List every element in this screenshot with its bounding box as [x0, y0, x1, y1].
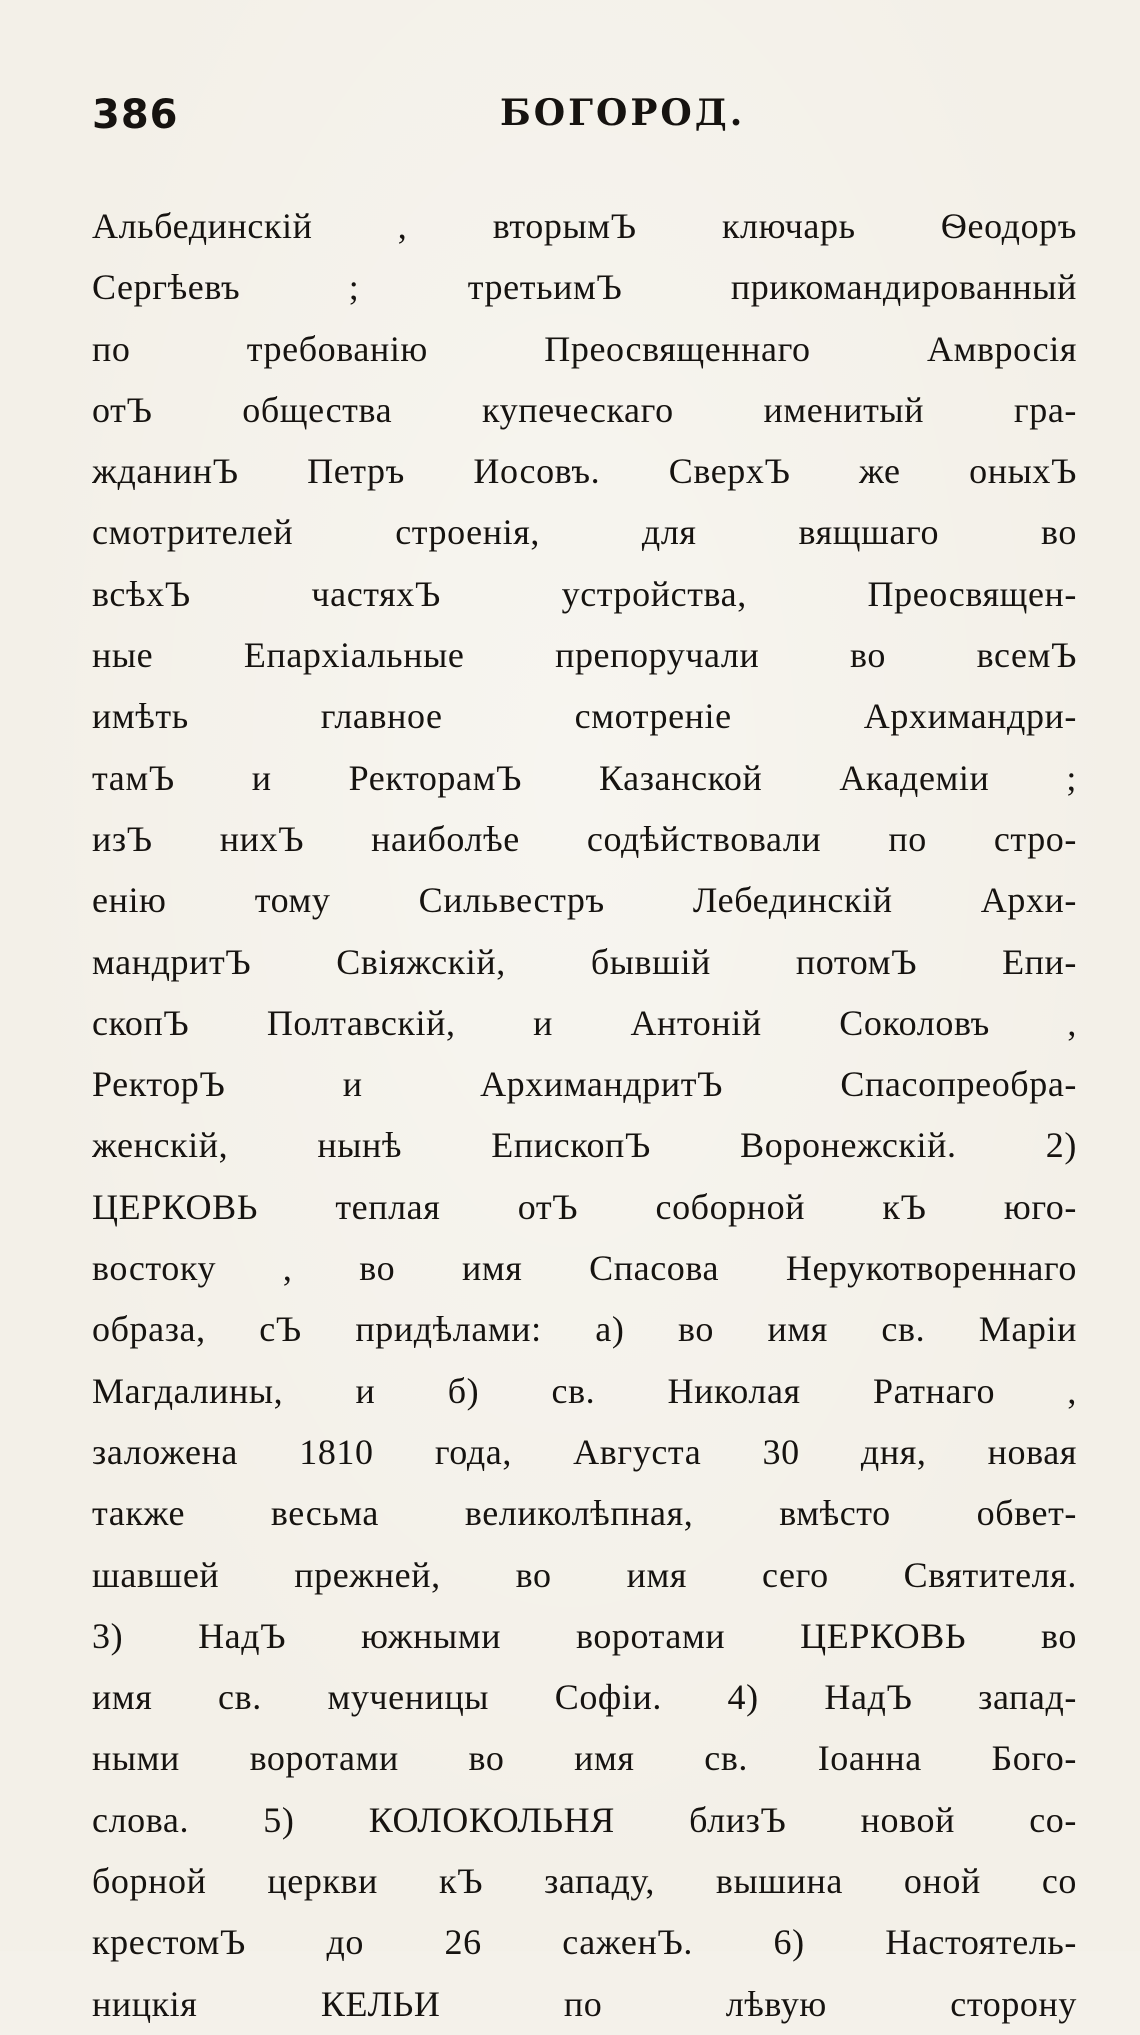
text-line: 3) НадЪ южными воротами ЦЕРКОВЬ во [92, 1615, 1077, 1656]
text-line: ницкія КЕЛЬИ по лѣвую сторону [92, 1983, 1077, 2024]
text-line: ные Епархіальные препоручали во всемЪ [92, 635, 1077, 676]
text-line: также весьма великолѣпная, вмѣсто обвет- [92, 1493, 1077, 1534]
text-line: Альбединскій , вторымЪ ключарь Ѳеодоръ [92, 206, 1077, 246]
page-number: 386 [92, 92, 179, 138]
text-line: слова. 5) КОЛОКОЛЬНЯ близЪ новой со- [92, 1799, 1077, 1840]
text-line: мандритЪ Свіяжскій, бывшій потомЪ Епи- [92, 941, 1077, 982]
text-line: смотрителей строенія, для вящшаго во [92, 512, 1077, 553]
text-line: отЪ общества купеческаго именитый гра- [92, 389, 1077, 430]
text-line: скопЪ Полтавскій, и Антоній Соколовъ , [92, 1002, 1077, 1043]
text-line: ными воротами во имя св. Іоанна Бого- [92, 1738, 1077, 1779]
text-line: образа, сЪ придѣлами: а) во имя св. Маріи [92, 1309, 1077, 1350]
text-line: имѣть главное смотреніе Архимандри- [92, 696, 1077, 737]
text-line: востоку , во имя Спасова Нерукотвореннаго [92, 1248, 1077, 1289]
text-line: жданинЪ Петръ Иосовъ. СверхЪ же оныхЪ [92, 451, 1077, 492]
text-line: шавшей прежней, во имя сего Святителя. [92, 1554, 1077, 1595]
text-line: Сергѣевъ ; третьимЪ прикомандированный [92, 267, 1077, 308]
text-line: енію тому Сильвестръ Лебединскій Архи- [92, 880, 1077, 921]
text-line: ЦЕРКОВЬ теплая отЪ соборной кЪ юго- [92, 1186, 1077, 1227]
text-line: борной церкви кЪ западу, вышина оной со [92, 1861, 1077, 1902]
text-line: тамЪ и РекторамЪ Казанской Академіи ; [92, 757, 1077, 798]
text-line: РекторЪ и АрхимандритЪ Спасопреобра- [92, 1064, 1077, 1105]
text-line: крестомЪ до 26 саженЪ. 6) Настоятель- [92, 1922, 1077, 1963]
page-header [92, 92, 1072, 152]
text-line: имя св. мученицы Софіи. 4) НадЪ запад- [92, 1677, 1077, 1718]
text-line: по требованію Преосвященнаго Амвросія [92, 328, 1077, 369]
text-line: женскій, нынѣ ЕпископЪ Воронежскій. 2) [92, 1125, 1077, 1166]
text-line: изЪ нихЪ наиболѣе содѣйствовали по стро- [92, 818, 1077, 859]
text-line: всѣхЪ частяхЪ устройства, Преосвящен- [92, 573, 1077, 614]
body-text [92, 196, 1077, 2035]
running-head: БОГОРОД. [500, 92, 746, 134]
text-line: Магдалины, и б) св. Николая Ратнаго , [92, 1370, 1077, 1411]
text-line: заложена 1810 года, Августа 30 дня, новая [92, 1431, 1077, 1472]
